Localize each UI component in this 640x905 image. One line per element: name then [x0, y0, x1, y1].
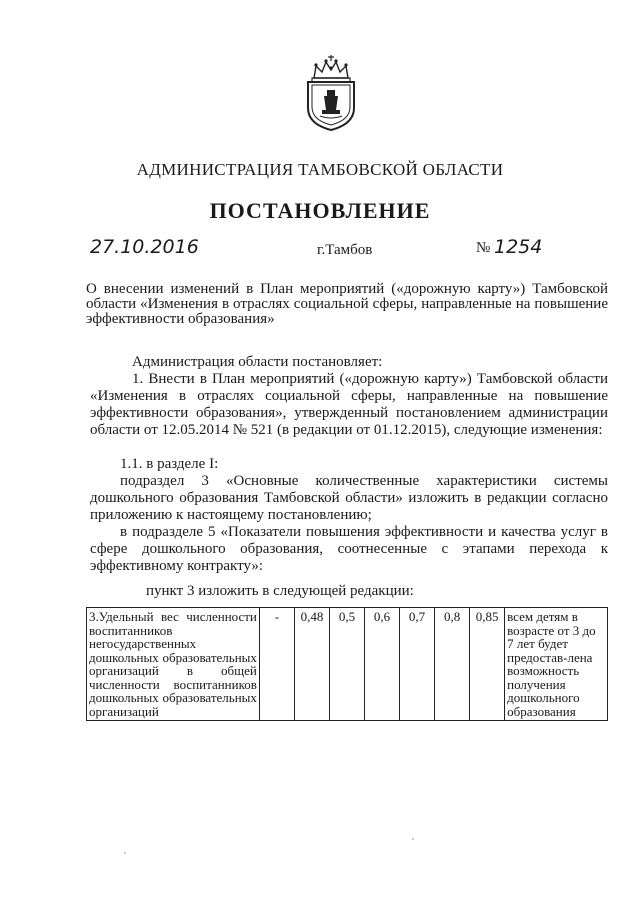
item-1-1: 1.1. в разделе I:	[120, 456, 219, 472]
point-3-paragraph: пункт 3 изложить в следующей редакции:	[146, 583, 414, 599]
indicator-name-cell: 3.Удельный вес численности воспитанников негосударственных дошкольных образовательных организаций в общей численности воспитанников дошкольных образовательных организаций	[87, 608, 260, 721]
document-type-title: ПОСТАНОВЛЕНИЕ	[209, 198, 431, 223]
document-number: 1254	[494, 236, 543, 258]
organization-title: АДМИНИСТРАЦИЯ ТАМБОВСКОЙ ОБЛАСТИ	[136, 160, 504, 179]
document-city: г.Тамбов	[317, 242, 373, 258]
value-cell: 0,85	[470, 608, 505, 721]
subsection-5-paragraph: в подразделе 5 «Показатели повышения эффективности и качества услуг в сфере дошкольного образования, соотнесенные с этапами перехода к эффективному контракту»:	[90, 524, 608, 574]
value-cell: -	[259, 608, 294, 721]
note-cell: всем детям в возрасте от 3 до 7 лет будет предостав-лена возможность получения дошкольного образования	[505, 608, 608, 721]
document-number-label: №	[476, 240, 491, 256]
value-cell: 0,48	[294, 608, 329, 721]
document-subject: О внесении изменений в План мероприятий («дорожную карту») Тамбовской области «Изменения в отраслях социальной сферы, направленные на повышение эффективности образования»	[86, 281, 608, 327]
scan-speck	[412, 838, 414, 840]
coat-of-arms-emblem	[300, 52, 362, 132]
subsection-3-paragraph: подраздел 3 «Основные количественные характеристики системы дошкольного образования Тамбовской области» изложить в редакции согласно приложению к настоящему постановлению;	[90, 473, 608, 523]
document-date: 27.10.2016	[90, 236, 199, 258]
preamble: Администрация области постановляет:	[132, 354, 383, 370]
value-cell: 0,8	[435, 608, 470, 721]
item-1: 1. Внести в План мероприятий («дорожную карту») Тамбовской области «Изменения в отраслях социальной сферы, направленные на повышение эффективности образования», утвержденный постановлением администрации области от 12.05.2014 № 521 (в редакции от 01.12.2015), следующие изменения:	[90, 371, 608, 438]
scan-speck	[124, 852, 126, 854]
indicator-table	[86, 607, 608, 721]
value-cell: 0,7	[400, 608, 435, 721]
value-cell: 0,5	[329, 608, 364, 721]
value-cell: 0,6	[365, 608, 400, 721]
table-row	[87, 608, 608, 721]
